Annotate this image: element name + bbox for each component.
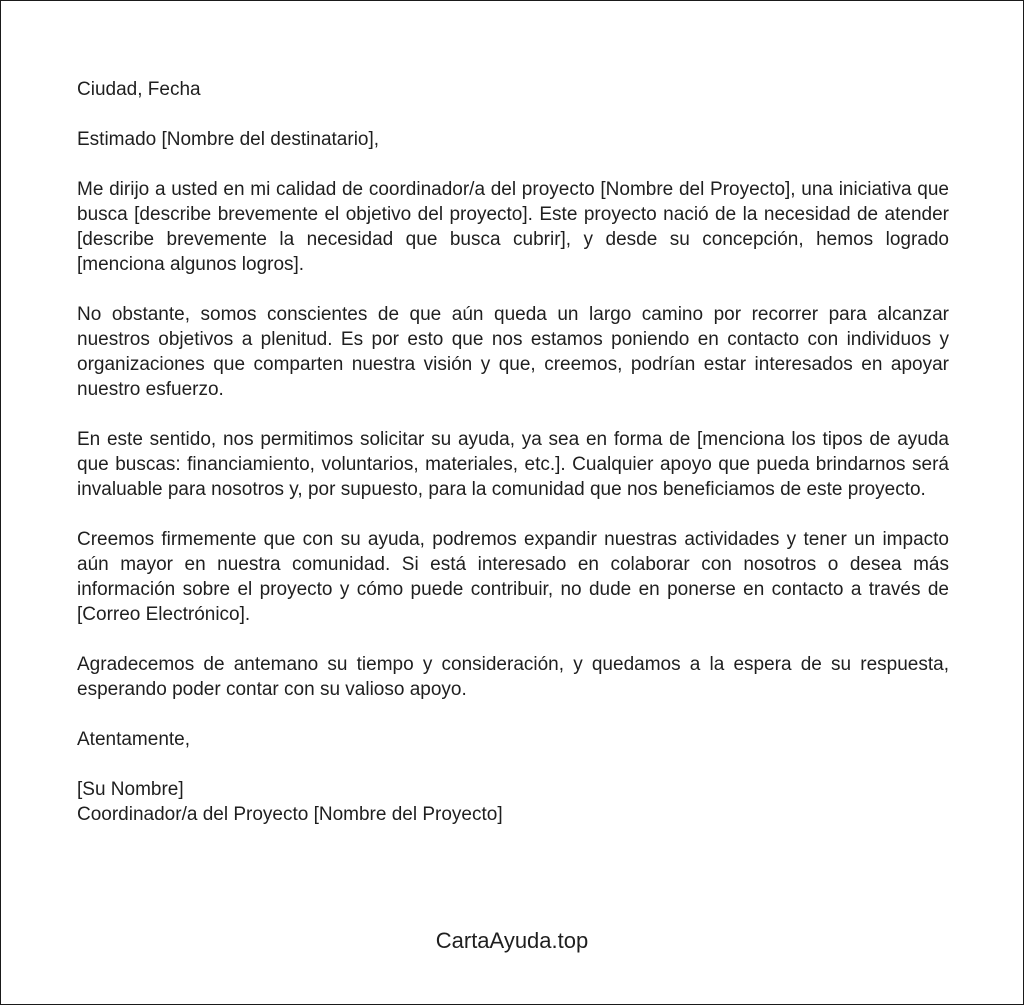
greeting: Estimado [Nombre del destinatario],	[77, 129, 380, 150]
signature-title: Coordinador/a del Proyecto [Nombre del Proyecto]	[77, 804, 503, 825]
closing: Atentamente,	[77, 729, 191, 750]
signature-block	[77, 777, 949, 827]
letter-body	[77, 77, 949, 827]
paragraph-thanks: Agradecemos de antemano su tiempo y consideración, y quedamos a la espera de su respuesta, esperando poder contar con su valioso apoyo.	[77, 654, 949, 700]
signature-name: [Su Nombre]	[77, 779, 184, 800]
paragraph-context: No obstante, somos conscientes de que aún queda un largo camino por recorrer para alcanzar nuestros objetivos a plenitud. Es por esto que nos estamos poniendo en contacto con individuos y organizaciones que comparten nuestra visión y que, creemos, podrían estar interesados en apoyar nuestro esfuerzo.	[77, 304, 949, 400]
paragraph-introduction: Me dirijo a usted en mi calidad de coordinador/a del proyecto [Nombre del Proyecto], una iniciativa que busca [describe brevemente el objetivo del proyecto]. Este proyecto nació de la necesidad de atender [describe brevemente la necesidad que busca cubrir], y desde su concepción, hemos logrado [menciona algunos logros].	[77, 179, 949, 275]
footer-site-name: CartaAyuda.top	[435, 928, 589, 953]
paragraph-request: En este sentido, nos permitimos solicitar su ayuda, ya sea en forma de [menciona los tipos de ayuda que buscas: financiamiento, voluntarios, materiales, etc.]. Cualquier apoyo que pueda brindarnos será invaluable para nosotros y, por supuesto, para la comunidad que nos beneficiamos de este proyecto.	[77, 429, 949, 500]
place-date: Ciudad, Fecha	[77, 79, 201, 100]
paragraph-contact: Creemos firmemente que con su ayuda, podremos expandir nuestras actividades y tener un impacto aún mayor en nuestra comunidad. Si está interesado en colaborar con nosotros o desea más información sobre el proyecto y cómo puede contribuir, no dude en ponerse en contacto a través de [Correo Electrónico].	[77, 529, 949, 625]
